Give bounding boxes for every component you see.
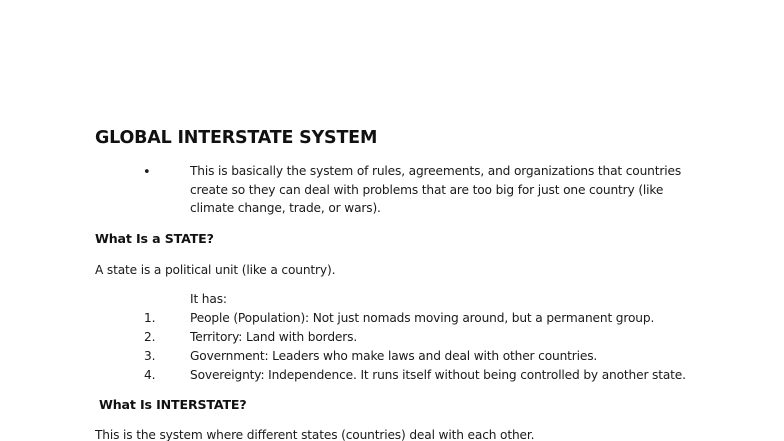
bullet-marker: •	[143, 165, 151, 180]
bullet-paragraph	[190, 162, 690, 218]
bullet-line: This is basically the system of rules, agreements, and organizations that countries	[190, 164, 682, 178]
list-item-number: 3.	[144, 349, 156, 363]
document-title: GLOBAL INTERSTATE SYSTEM	[95, 128, 378, 148]
list-item: Government: Leaders who make laws and deal with other countries.	[190, 349, 598, 363]
section-heading-interstate: What Is INTERSTATE?	[99, 397, 247, 412]
bullet-line: climate change, trade, or wars).	[190, 201, 381, 215]
section-heading-state: What Is a STATE?	[95, 231, 214, 246]
list-item-number: 4.	[144, 368, 156, 382]
list-item: Territory: Land with borders.	[190, 330, 358, 344]
bullet-line: create so they can deal with problems that are too big for just one country (like	[190, 182, 664, 197]
interstate-definition: This is the system where different states (countries) deal with each other.	[95, 428, 535, 441]
list-item-number: 1.	[144, 311, 156, 325]
list-intro: It has:	[190, 292, 227, 306]
state-definition: A state is a political unit (like a country).	[95, 263, 336, 277]
list-item: People (Population): Not just nomads moving around, but a permanent group.	[190, 311, 655, 325]
list-item-number: 2.	[144, 330, 156, 344]
list-item: Sovereignty: Independence. It runs itself without being controlled by another state.	[190, 368, 686, 382]
